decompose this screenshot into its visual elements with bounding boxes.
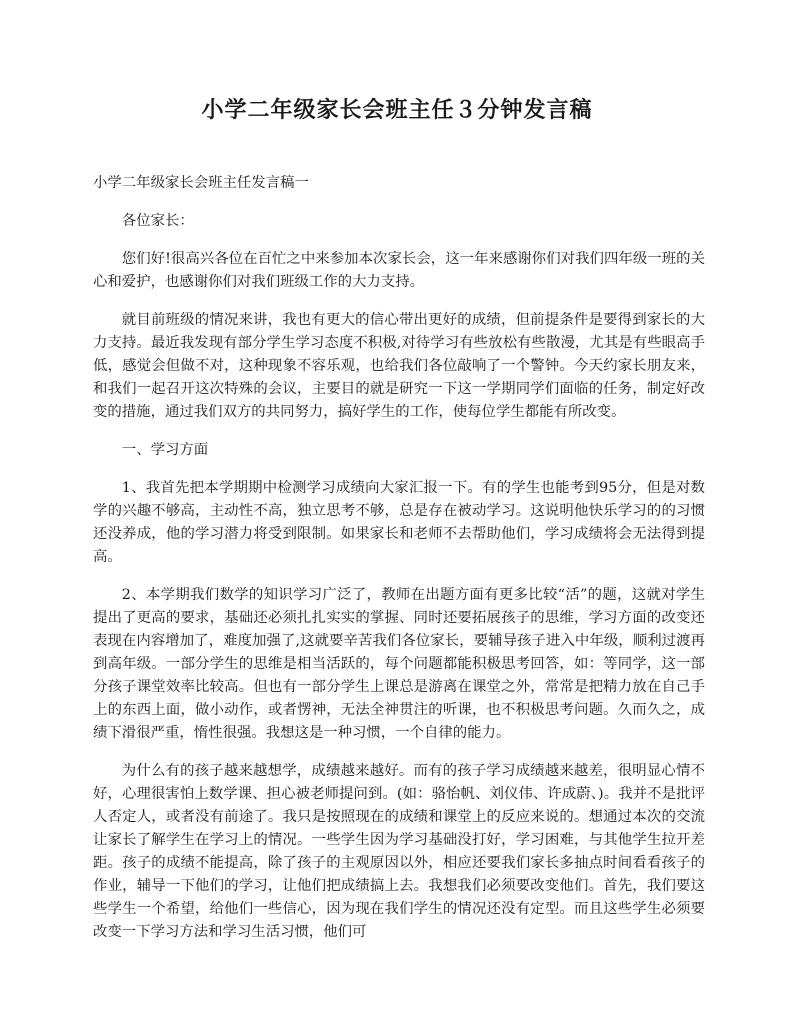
- section-heading-study: 一、学习方面: [121, 442, 209, 458]
- salutation: 各位家长：: [121, 213, 194, 229]
- document-title: 小学二年级家长会班主任３分钟发言稿: [201, 97, 593, 123]
- paragraph-greeting: 您们好!很高兴各位在百忙之中来参加本次家长会，这一年来感谢你们对我们四年级一班的关心和爱护，也感谢你们对我们班级工作的大力支持。: [93, 251, 705, 290]
- section-subtitle: 小学二年级家长会班主任发言稿一: [93, 175, 309, 191]
- paragraph-point-2: 2、本学期我们数学的知识学习广泛了，教师在出题方面有更多比较“活”的题，这就对学生提出了更高的要求，基础还必须扎扎实实的掌握、同时还要拓展孩子的思维，学习方面的改变还表现在内容增加了，难度加强了,这就要辛苦我们各位家长，要辅导孩子进入中年级，顺利过渡再到高年级。一部分学生的思维是相当活跃的，每个问题都能积极思考回答，如：等同学，这一部分孩子课堂效率比较高。但也有一部分学生上课总是游离在课堂之外，常常是把精力放在自己手上的东西上面，做小动作，或者愣神，无法全神贯注的听课，也不积极思考问题。久而久之，成绩下滑很严重，惰性很强。我想这是一种习惯，一个自律的能力。: [93, 587, 705, 741]
- paragraph-why: 为什么有的孩子越来越想学，成绩越来越好。而有的孩子学习成绩越来越差，很明显心情不好，心理很害怕上数学课、担心被老师提问到。(如：骆怡帆、刘仪伟、许成蔚、)。我并不是批评人否定人，或者没有前途了。我只是按照现在的成绩和课堂上的反应来说的。想通过本次的交流让家长了解学生在学习上的情况。一些学生因为学习基础没打好，学习困难，与其他学生拉开差距。孩子的成绩不能提高，除了孩子的主观原因以外，相应还要我们家长多抽点时间看看孩子的作业，辅导一下他们的学习，让他们把成绩搞上去。我想我们必须要改变他们。首先，我们要这些学生一个希望，给他们一些信心，因为现在我们学生的情况还没有定型。而且这些学生必须要改变一下学习方法和学习生活习惯，他们可: [93, 763, 705, 940]
- document-body: [93, 172, 705, 959]
- paragraph-point-1: 1、我首先把本学期期中检测学习成绩向大家汇报一下。有的学生也能考到95分，但是对数学的兴趣不够高，主动性不高，独立思考不够，总是存在被动学习。这说明他快乐学习的的习惯还没养成，他的学习潜力将受到限制。如果家长和老师不去帮助他们，学习成绩将会无法得到提高。: [93, 480, 705, 565]
- paragraph-class-situation: 就目前班级的情况来讲，我也有更大的信心带出更好的成绩，但前提条件是要得到家长的大力支持。最近我发现有部分学生学习态度不积极,对待学习有些放松有些散漫，尤其是有些眼高手低，感觉会但做不对，这种现象不容乐观，也给我们各位敲响了一个警钟。今天约家长朋友来，和我们一起召开这次特殊的会议，主要目的就是研究一下这一学期同学们面临的任务，制定好改变的措施，通过我们双方的共同努力，搞好学生的工作，使每位学生都能有所改变。: [93, 312, 705, 420]
